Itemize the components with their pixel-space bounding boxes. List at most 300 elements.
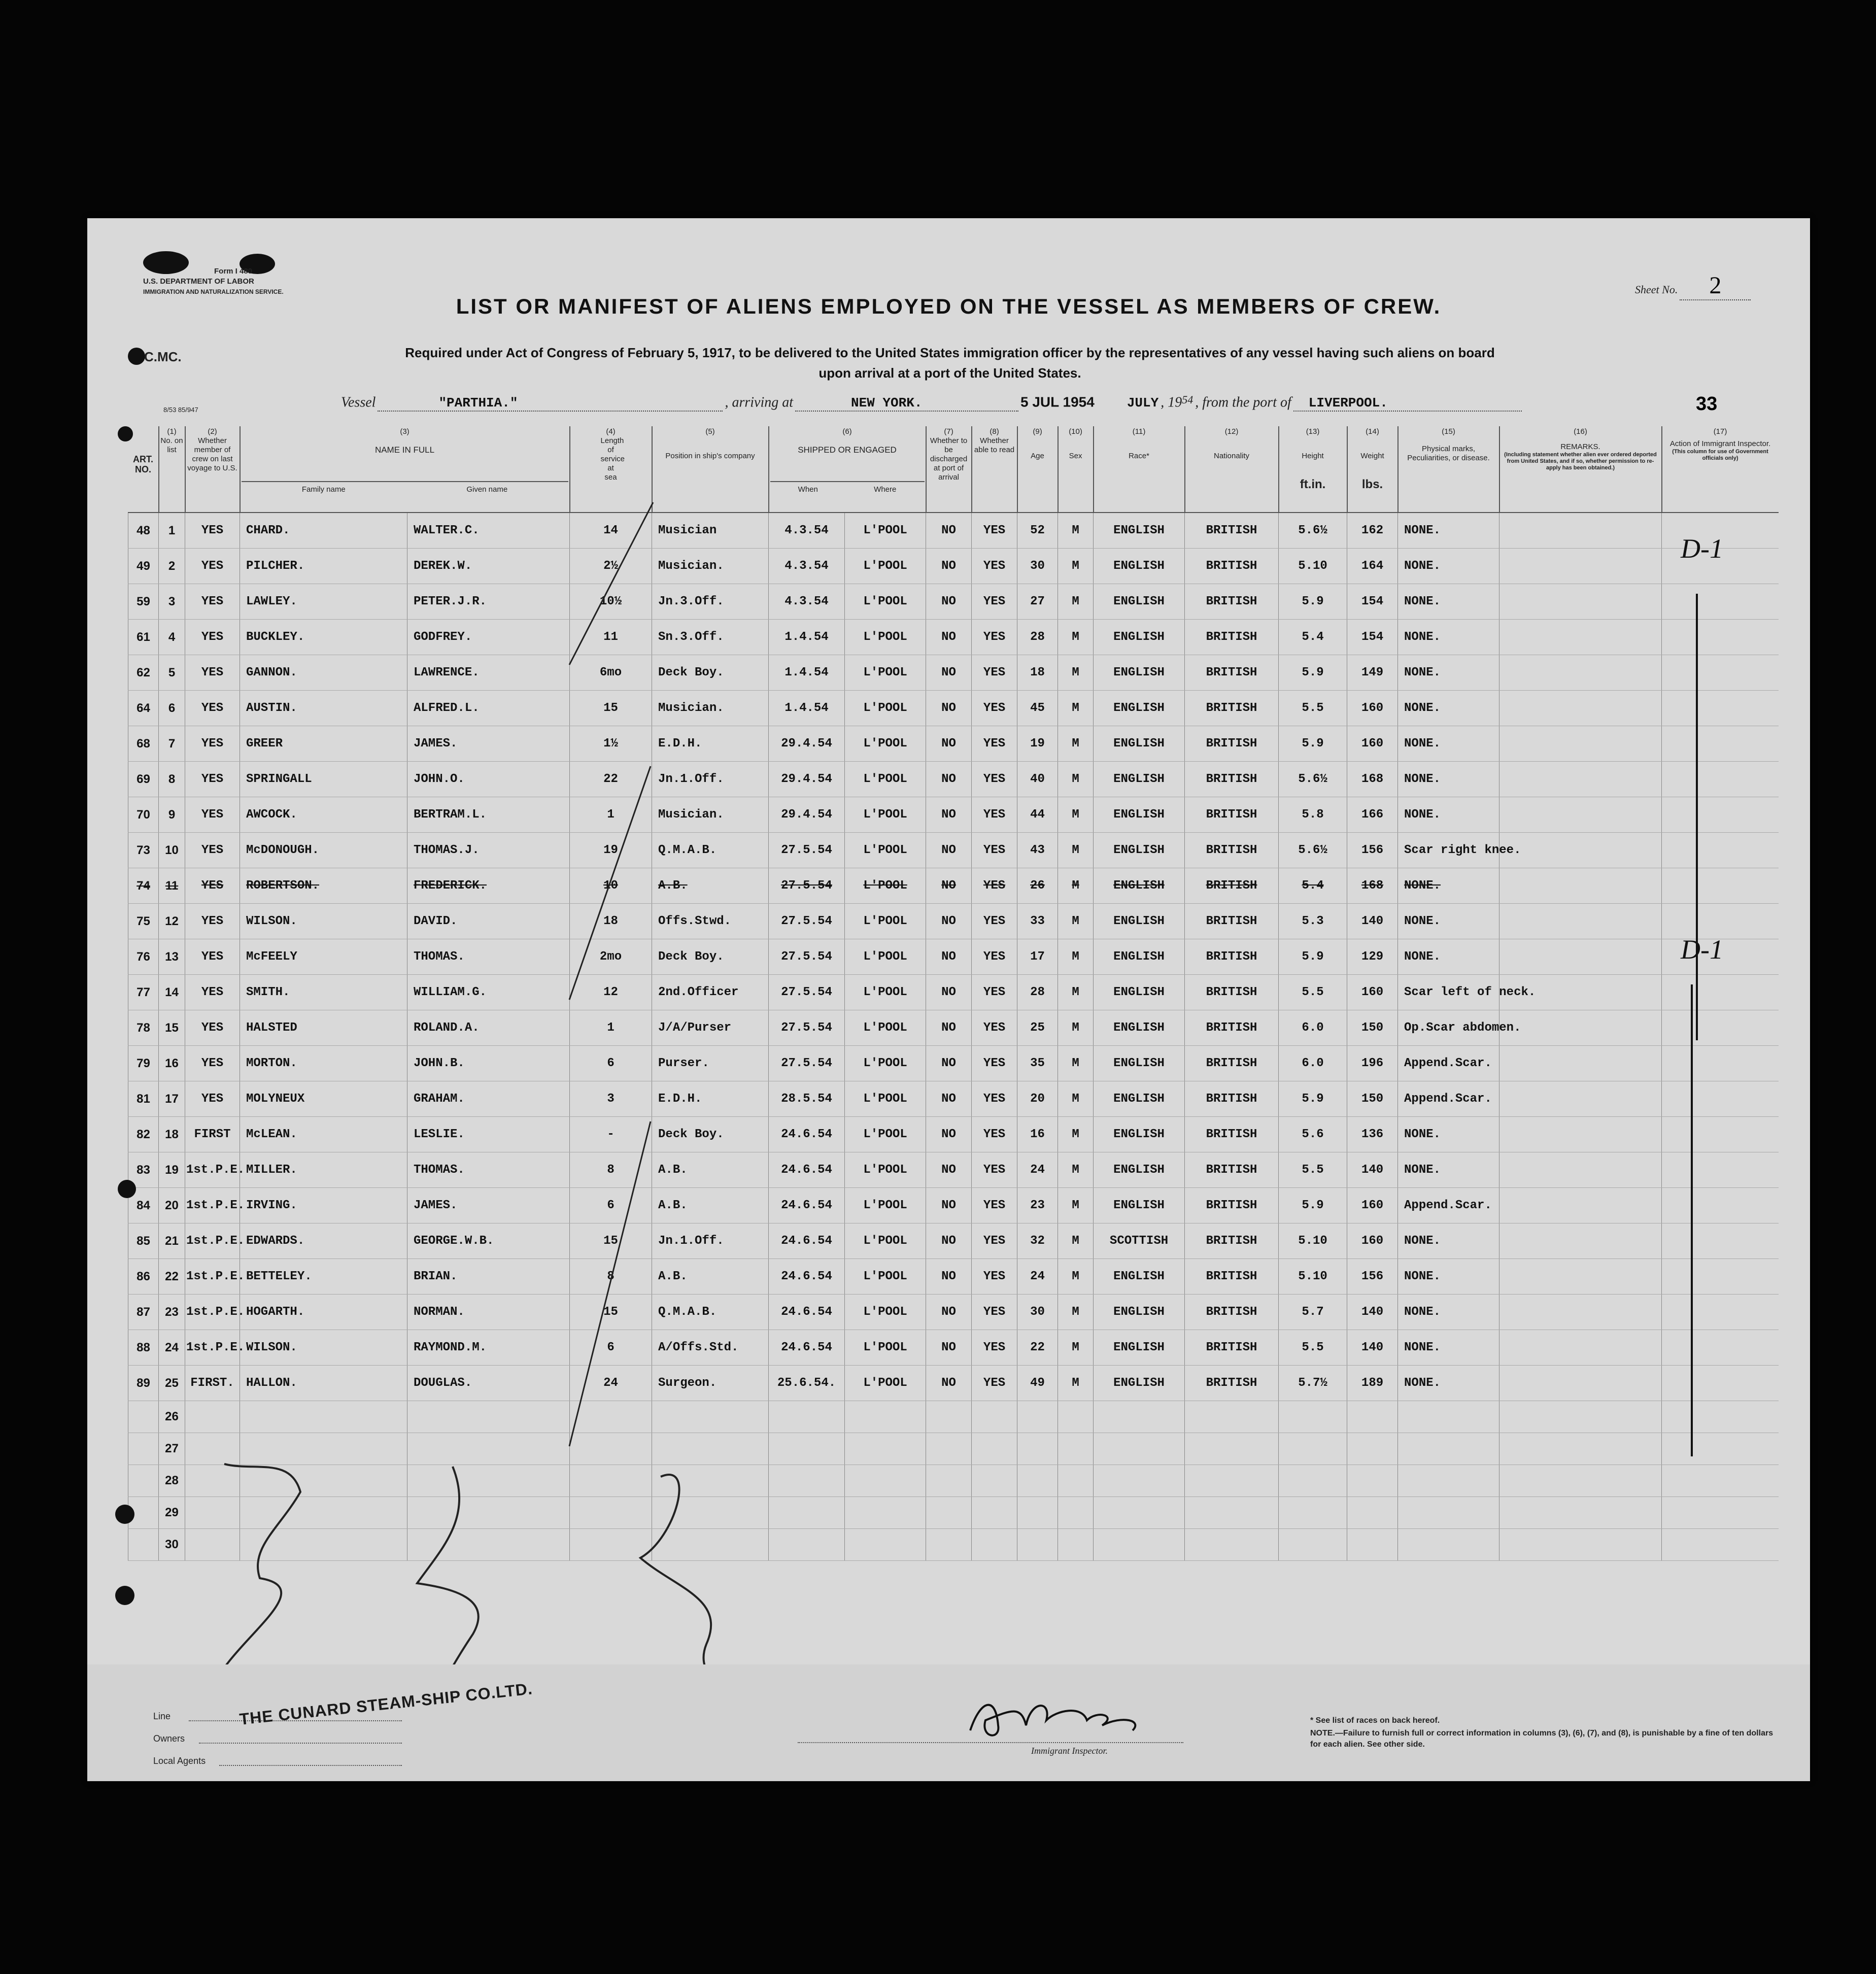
cell-read: YES (972, 1010, 1017, 1046)
cell-disch: NO (926, 1295, 972, 1330)
cell-weight: 160 (1347, 726, 1398, 762)
cell-prev: YES (185, 939, 240, 975)
vessel-label: Vessel (341, 394, 376, 411)
cell-art: 59 (128, 584, 159, 620)
cell-given: JOHN.B. (407, 1046, 570, 1081)
cell-age: 32 (1017, 1223, 1058, 1259)
cell-weight: 156 (1347, 833, 1398, 868)
cell-art: 74 (128, 868, 159, 904)
cell-height: 5.9 (1279, 939, 1347, 975)
cell-art: 75 (128, 904, 159, 939)
cell-no: 27 (159, 1433, 185, 1465)
cell-position: A/Offs.Std. (652, 1330, 769, 1366)
cell-no: 21 (159, 1223, 185, 1259)
cell-given: DOUGLAS. (407, 1366, 570, 1401)
cell-nat: BRITISH (1185, 868, 1279, 904)
cell-marks: NONE. (1398, 1259, 1499, 1295)
cell-where: L'POOL (845, 1223, 926, 1259)
col-3-family: Family name (301, 485, 346, 494)
col-8: (8) Whether able to read (972, 426, 1017, 513)
cell-service: 3 (570, 1081, 652, 1117)
cell-age: 24 (1017, 1152, 1058, 1188)
cell-read: YES (972, 904, 1017, 939)
cell-height: 5.8 (1279, 797, 1347, 833)
cell-disch: NO (926, 513, 972, 549)
cell-weight: 166 (1347, 797, 1398, 833)
cell-where: L'POOL (845, 975, 926, 1010)
cell-no: 13 (159, 939, 185, 975)
cell-prev: 1st.P.E. (185, 1152, 240, 1188)
arrival-port: NEW YORK. (795, 395, 1018, 412)
cell-where: L'POOL (845, 1081, 926, 1117)
cell-where: L'POOL (845, 584, 926, 620)
cell-marks: Append.Scar. (1398, 1081, 1499, 1117)
cell-height: 5.9 (1279, 584, 1347, 620)
cell-art: 64 (128, 691, 159, 726)
cell-prev: YES (185, 1010, 240, 1046)
cell-disch: NO (926, 620, 972, 655)
cell-weight: 149 (1347, 655, 1398, 691)
cell-position: Deck Boy. (652, 655, 769, 691)
cell-age: 24 (1017, 1259, 1058, 1295)
col-10: (10) Sex (1058, 426, 1094, 513)
cell-prev: YES (185, 584, 240, 620)
cell-art: 88 (128, 1330, 159, 1366)
cell-weight: 160 (1347, 1188, 1398, 1223)
cell-prev: YES (185, 762, 240, 797)
cell-nat: BRITISH (1185, 1330, 1279, 1366)
cell-no: 7 (159, 726, 185, 762)
cell-given: LAWRENCE. (407, 655, 570, 691)
cell-family: EDWARDS. (240, 1223, 407, 1259)
cell-art: 49 (128, 549, 159, 584)
cell-given: BRIAN. (407, 1259, 570, 1295)
cell-disch: NO (926, 797, 972, 833)
cell-nat: BRITISH (1185, 1188, 1279, 1223)
cell-sex: M (1058, 1259, 1094, 1295)
cell-service: 15 (570, 691, 652, 726)
cell-given: BERTRAM.L. (407, 797, 570, 833)
page-number: 33 (1696, 393, 1718, 415)
cell-given: JAMES. (407, 726, 570, 762)
cell-family: HALLON. (240, 1366, 407, 1401)
cell-race: ENGLISH (1094, 904, 1185, 939)
cell-service: 1 (570, 1010, 652, 1046)
cell-family: McDONOUGH. (240, 833, 407, 868)
cell-position: Jn.1.Off. (652, 1223, 769, 1259)
cell-no: 28 (159, 1465, 185, 1497)
fine-note: NOTE.—Failure to furnish full or correct information in columns (3), (6), (7), and (8), is punishable by a fine of ten dollars for each alien. See other side. (1310, 1729, 1773, 1749)
cunard-code: C.MC. (144, 349, 182, 364)
cell-race: ENGLISH (1094, 939, 1185, 975)
cell-weight: 156 (1347, 1259, 1398, 1295)
cell-marks: NONE. (1398, 904, 1499, 939)
cell-nat: BRITISH (1185, 762, 1279, 797)
cell-family: HALSTED (240, 1010, 407, 1046)
cell-where: L'POOL (845, 833, 926, 868)
cell-disch: NO (926, 1259, 972, 1295)
cell-art: 48 (128, 513, 159, 549)
cell-read: YES (972, 868, 1017, 904)
cell-family: MOLYNEUX (240, 1081, 407, 1117)
cell-position: Q.M.A.B. (652, 1295, 769, 1330)
cell-sex: M (1058, 1010, 1094, 1046)
cell-read: YES (972, 1366, 1017, 1401)
cell-art: 89 (128, 1366, 159, 1401)
cell-nat: BRITISH (1185, 726, 1279, 762)
cell-position: Sn.3.Off. (652, 620, 769, 655)
cell-age: 28 (1017, 975, 1058, 1010)
cell-given: GEORGE.W.B. (407, 1223, 570, 1259)
cell-sex: M (1058, 1046, 1094, 1081)
cell-age: 45 (1017, 691, 1058, 726)
cell-art: 76 (128, 939, 159, 975)
cell-read: YES (972, 762, 1017, 797)
cell-age: 23 (1017, 1188, 1058, 1223)
cell-height: 5.9 (1279, 1081, 1347, 1117)
cell-read: YES (972, 797, 1017, 833)
cell-prev: YES (185, 975, 240, 1010)
cell-service: 15 (570, 1295, 652, 1330)
cell-read: YES (972, 1081, 1017, 1117)
col-14: (14) Weight lbs. (1347, 426, 1398, 513)
punch-hole (118, 426, 133, 441)
cell-service: 22 (570, 762, 652, 797)
cell-height: 5.10 (1279, 1223, 1347, 1259)
cell-when: 4.3.54 (769, 513, 845, 549)
cell-sex: M (1058, 904, 1094, 939)
cell-where: L'POOL (845, 797, 926, 833)
owners-label: Owners (153, 1733, 185, 1744)
cell-height: 5.5 (1279, 1330, 1347, 1366)
cell-where: L'POOL (845, 1330, 926, 1366)
cell-given: ROLAND.A. (407, 1010, 570, 1046)
cell-given: GODFREY. (407, 620, 570, 655)
print-code: 8/53 85/947 (163, 406, 198, 414)
cell-art: 69 (128, 762, 159, 797)
cell-disch: NO (926, 1330, 972, 1366)
cell-weight: 189 (1347, 1366, 1398, 1401)
cell-height: 5.5 (1279, 1152, 1347, 1188)
cell-height: 5.9 (1279, 726, 1347, 762)
cell-prev: YES (185, 1081, 240, 1117)
cell-family: IRVING. (240, 1188, 407, 1223)
cell-sex: M (1058, 513, 1094, 549)
cell-marks: NONE. (1398, 1330, 1499, 1366)
cell-no: 11 (159, 868, 185, 904)
cell-read: YES (972, 975, 1017, 1010)
cell-family: BUCKLEY. (240, 620, 407, 655)
cell-weight: 140 (1347, 1330, 1398, 1366)
cell-race: ENGLISH (1094, 620, 1185, 655)
cell-where: L'POOL (845, 939, 926, 975)
cell-position: Surgeon. (652, 1366, 769, 1401)
cell-prev: YES (185, 868, 240, 904)
cell-marks: NONE. (1398, 1295, 1499, 1330)
cell-art: 84 (128, 1188, 159, 1223)
cell-disch: NO (926, 939, 972, 975)
cell-marks: NONE. (1398, 1117, 1499, 1152)
cell-race: ENGLISH (1094, 655, 1185, 691)
cell-race: ENGLISH (1094, 726, 1185, 762)
cell-position: A.B. (652, 1188, 769, 1223)
cell-no: 9 (159, 797, 185, 833)
col-3: (3) NAME IN FULL Family name Given name (240, 426, 570, 513)
cell-position: A.B. (652, 1152, 769, 1188)
cell-age: 33 (1017, 904, 1058, 939)
cell-marks: NONE. (1398, 1152, 1499, 1188)
cell-art: 79 (128, 1046, 159, 1081)
cell-weight: 154 (1347, 584, 1398, 620)
cell-height: 5.9 (1279, 655, 1347, 691)
cell-weight: 196 (1347, 1046, 1398, 1081)
cell-art: 86 (128, 1259, 159, 1295)
cell-when: 27.5.54 (769, 939, 845, 975)
cell-height: 5.5 (1279, 691, 1347, 726)
cell-sex: M (1058, 549, 1094, 584)
cell-race: ENGLISH (1094, 762, 1185, 797)
cell-height: 5.6 (1279, 1117, 1347, 1152)
cell-family: PILCHER. (240, 549, 407, 584)
cell-when: 4.3.54 (769, 549, 845, 584)
cell-prev: YES (185, 549, 240, 584)
cell-art: 61 (128, 620, 159, 655)
col-4: (4) Length of service at sea (570, 426, 652, 513)
cell-family: BETTELEY. (240, 1259, 407, 1295)
cell-age: 35 (1017, 1046, 1058, 1081)
cell-when: 25.6.54. (769, 1366, 845, 1401)
cell-age: 27 (1017, 584, 1058, 620)
cell-prev: FIRST (185, 1117, 240, 1152)
cell-nat: BRITISH (1185, 904, 1279, 939)
cell-position: Purser. (652, 1046, 769, 1081)
cell-read: YES (972, 833, 1017, 868)
cell-art: 81 (128, 1081, 159, 1117)
cell-disch: NO (926, 833, 972, 868)
cell-weight: 136 (1347, 1117, 1398, 1152)
cell-race: ENGLISH (1094, 1366, 1185, 1401)
cell-nat: BRITISH (1185, 1223, 1279, 1259)
col-6: (6) SHIPPED OR ENGAGED When Where (769, 426, 926, 513)
cell-art: 83 (128, 1152, 159, 1188)
cell-where: L'POOL (845, 1046, 926, 1081)
cell-nat: BRITISH (1185, 975, 1279, 1010)
cell-disch: NO (926, 726, 972, 762)
cell-race: ENGLISH (1094, 868, 1185, 904)
department: U.S. DEPARTMENT OF LABOR (143, 277, 254, 286)
cell-given: DEREK.W. (407, 549, 570, 584)
cell-prev: YES (185, 1046, 240, 1081)
cell-service: 12 (570, 975, 652, 1010)
cell-read: YES (972, 1223, 1017, 1259)
cell-age: 17 (1017, 939, 1058, 975)
cell-sex: M (1058, 620, 1094, 655)
cell-weight: 160 (1347, 691, 1398, 726)
cell-family: AUSTIN. (240, 691, 407, 726)
cell-art: 87 (128, 1295, 159, 1330)
punch-hole (115, 1586, 134, 1605)
cell-when: 29.4.54 (769, 762, 845, 797)
arrival-month: JULY (1127, 395, 1159, 411)
cell-given: PETER.J.R. (407, 584, 570, 620)
cell-when: 1.4.54 (769, 691, 845, 726)
cell-read: YES (972, 584, 1017, 620)
cell-where: L'POOL (845, 868, 926, 904)
cell-position: Musician. (652, 797, 769, 833)
cell-nat: BRITISH (1185, 1259, 1279, 1295)
cell-where: L'POOL (845, 549, 926, 584)
cell-service: 15 (570, 1223, 652, 1259)
cell-service: 6mo (570, 655, 652, 691)
cell-position: Offs.Stwd. (652, 904, 769, 939)
col-6-where: Where (874, 485, 897, 494)
company-stamp: THE CUNARD STEAM-SHIP CO.LTD. (238, 1679, 534, 1728)
cell-read: YES (972, 939, 1017, 975)
cell-sex: M (1058, 975, 1094, 1010)
cell-when: 28.5.54 (769, 1081, 845, 1117)
cell-marks: NONE. (1398, 726, 1499, 762)
cell-disch: NO (926, 1366, 972, 1401)
cell-when: 1.4.54 (769, 655, 845, 691)
cell-service: 6 (570, 1046, 652, 1081)
cell-race: SCOTTISH (1094, 1223, 1185, 1259)
cell-no: 15 (159, 1010, 185, 1046)
cell-service: 2mo (570, 939, 652, 975)
cell-when: 27.5.54 (769, 1046, 845, 1081)
cell-where: L'POOL (845, 1295, 926, 1330)
cell-sex: M (1058, 939, 1094, 975)
cell-when: 24.6.54 (769, 1259, 845, 1295)
manifest-sheet (87, 218, 1810, 1781)
cell-race: ENGLISH (1094, 691, 1185, 726)
cell-prev: 1st.P.E. (185, 1295, 240, 1330)
cell-position: Jn.1.Off. (652, 762, 769, 797)
race-note: * See list of races on back hereof. (1310, 1716, 1440, 1725)
cell-nat: BRITISH (1185, 797, 1279, 833)
from-label: , from the port of (1195, 394, 1291, 411)
cell-disch: NO (926, 975, 972, 1010)
cell-race: ENGLISH (1094, 833, 1185, 868)
cell-art: 78 (128, 1010, 159, 1046)
cell-given: NORMAN. (407, 1295, 570, 1330)
punch-hole (115, 1505, 134, 1524)
cell-race: ENGLISH (1094, 1188, 1185, 1223)
cell-sex: M (1058, 1366, 1094, 1401)
cell-prev: YES (185, 620, 240, 655)
cell-disch: NO (926, 691, 972, 726)
col-9: (9) Age (1017, 426, 1058, 513)
cell-age: 16 (1017, 1117, 1058, 1152)
cell-sex: M (1058, 1188, 1094, 1223)
cell-marks: NONE. (1398, 868, 1499, 904)
cell-marks: Op.Scar abdomen. (1398, 1010, 1499, 1046)
cell-height: 5.9 (1279, 1188, 1347, 1223)
cell-no: 22 (159, 1259, 185, 1295)
cell-marks: NONE. (1398, 655, 1499, 691)
cell-art: 62 (128, 655, 159, 691)
cell-position: Deck Boy. (652, 939, 769, 975)
cell-when: 27.5.54 (769, 833, 845, 868)
cell-family: LAWLEY. (240, 584, 407, 620)
cell-disch: NO (926, 1010, 972, 1046)
cell-disch: NO (926, 1223, 972, 1259)
cell-no: 16 (159, 1046, 185, 1081)
cell-nat: BRITISH (1185, 1366, 1279, 1401)
cell-where: L'POOL (845, 1152, 926, 1188)
cell-height: 5.4 (1279, 868, 1347, 904)
cell-service: 6 (570, 1330, 652, 1366)
cell-prev: YES (185, 797, 240, 833)
cell-when: 1.4.54 (769, 620, 845, 655)
cell-sex: M (1058, 1152, 1094, 1188)
cell-age: 20 (1017, 1081, 1058, 1117)
cell-nat: BRITISH (1185, 1046, 1279, 1081)
cell-race: ENGLISH (1094, 1117, 1185, 1152)
col-11: (11) Race* (1094, 426, 1185, 513)
cell-age: 22 (1017, 1330, 1058, 1366)
cell-sex: M (1058, 1330, 1094, 1366)
cell-disch: NO (926, 1081, 972, 1117)
cell-position: 2nd.Officer (652, 975, 769, 1010)
cell-nat: BRITISH (1185, 513, 1279, 549)
cell-given: DAVID. (407, 904, 570, 939)
cell-age: 30 (1017, 1295, 1058, 1330)
cell-prev: FIRST. (185, 1366, 240, 1401)
cell-no: 3 (159, 584, 185, 620)
cell-disch: NO (926, 868, 972, 904)
inspector-mark-1: D-1 (1681, 533, 1723, 564)
cell-no: 26 (159, 1401, 185, 1433)
cell-given: THOMAS. (407, 1152, 570, 1188)
year-prefix: , 19 (1161, 394, 1182, 411)
cell-weight: 154 (1347, 620, 1398, 655)
cell-when: 27.5.54 (769, 904, 845, 939)
cell-weight: 160 (1347, 1223, 1398, 1259)
col-5: (5) Position in ship's company (652, 426, 769, 513)
cell-when: 4.3.54 (769, 584, 845, 620)
cell-height: 5.6½ (1279, 833, 1347, 868)
cell-sex: M (1058, 1117, 1094, 1152)
service-name: IMMIGRATION AND NATURALIZATION SERVICE. (143, 288, 284, 295)
cell-no: 4 (159, 620, 185, 655)
cell-prev: YES (185, 726, 240, 762)
cell-family: ROBERTSON. (240, 868, 407, 904)
cell-age: 19 (1017, 726, 1058, 762)
cell-no: 1 (159, 513, 185, 549)
inspector-signature-line (798, 1742, 1183, 1743)
cell-marks: NONE. (1398, 1366, 1499, 1401)
cell-position: E.D.H. (652, 1081, 769, 1117)
cell-given: RAYMOND.M. (407, 1330, 570, 1366)
cell-marks: NONE. (1398, 584, 1499, 620)
cell-family: GREER (240, 726, 407, 762)
cell-weight: 140 (1347, 1152, 1398, 1188)
cell-where: L'POOL (845, 1259, 926, 1295)
cell-read: YES (972, 1295, 1017, 1330)
cell-sex: M (1058, 797, 1094, 833)
cell-read: YES (972, 1117, 1017, 1152)
cell-read: YES (972, 620, 1017, 655)
cell-read: YES (972, 726, 1017, 762)
cell-nat: BRITISH (1185, 1295, 1279, 1330)
cell-age: 28 (1017, 620, 1058, 655)
cell-nat: BRITISH (1185, 549, 1279, 584)
cell-weight: 160 (1347, 975, 1398, 1010)
cell-no: 8 (159, 762, 185, 797)
cell-when: 29.4.54 (769, 797, 845, 833)
cell-no: 24 (159, 1330, 185, 1366)
cell-when: 24.6.54 (769, 1223, 845, 1259)
